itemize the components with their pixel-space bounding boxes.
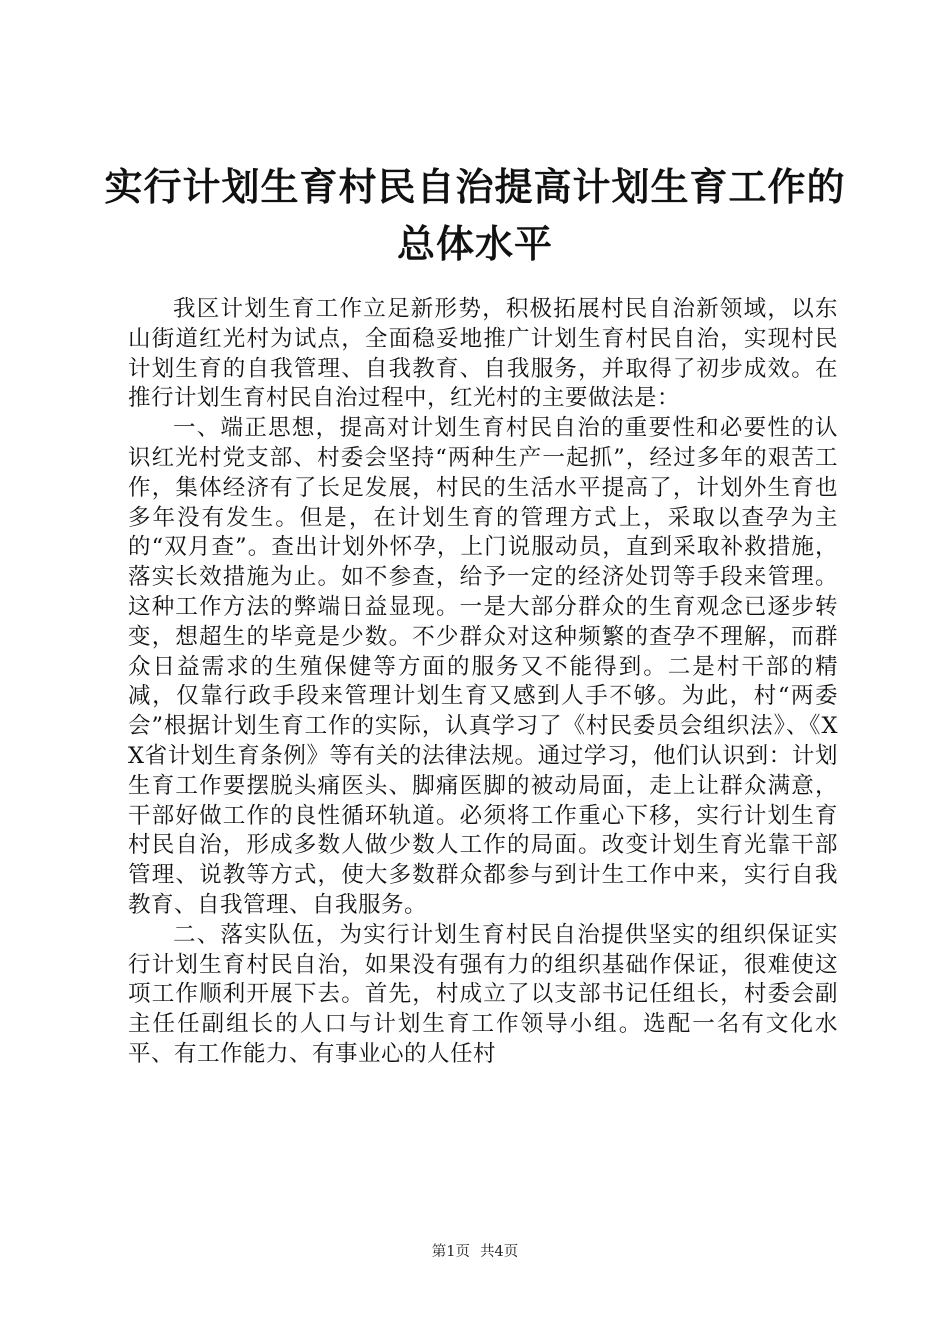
- document-title: 实行计划生育村民自治提高计划生育工作的总体水平: [104, 164, 846, 266]
- page-footer: [0, 1242, 950, 1262]
- paragraph-section-one: 一、端正思想，提高对计划生育村民自治的重要性和必要性的认识红光村党支部、村委会坚持“两种生产一起抓”，经过多年的艰苦工作，集体经济有了长足发展，村民的生活水平提高了，计划外生育也多年没有发生。但是，在计划生育的管理方式上，采取以查孕为主的“双月查”。查出计划外怀孕，上门说服动员，直到采取补救措施，落实长效措施为止。如不参查，给予一定的经济处罚等手段来管理。这种工作方法的弊端日益显现。一是大部分群众的生育观念已逐步转变，想超生的毕竟是少数。不少群众对这种频繁的查孕不理解，而群众日益需求的生殖保健等方面的服务又不能得到。二是村干部的精减，仅靠行政手段来管理计划生育又感到人手不够。为此，村“两委会”根据计划生育工作的实际，认真学习了《村民委员会组织法》、《XX省计划生育条例》等有关的法律法规。通过学习，他们认识到：计划生育工作要摆脱头痛医头、脚痛医脚的被动局面，走上让群众满意，干部好做工作的良性循环轨道。必须将工作重心下移，实行计划生育村民自治，形成多数人做少数人工作的局面。改变计划生育光靠干部管理、说教等方式，使大多数群众都参与到计生工作中来，实行自我教育、自我管理、自我服务。: [128, 415, 838, 918]
- paragraph-section-two: 二、落实队伍，为实行计划生育村民自治提供坚实的组织保证实行计划生育村民自治，如果没有强有力的组织基础作保证，很难使这项工作顺利开展下去。首先，村成立了以支部书记任组长，村委会副主任任副组长的人口与计划生育工作领导小组。选配一名有文化水平、有工作能力、有事业心的人任村: [128, 921, 838, 1067]
- page-total: 共4页: [480, 1244, 519, 1260]
- page-number: 第1页: [431, 1244, 470, 1260]
- document-body: [128, 295, 838, 1070]
- paragraph-intro: 我区计划生育工作立足新形势，积极拓展村民自治新领域，以东山街道红光村为试点，全面稳妥地推广计划生育村民自治，实现村民计划生育的自我管理、自我教育、自我服务，并取得了初步成效。在推行计划生育村民自治过程中，红光村的主要做法是：: [128, 296, 838, 412]
